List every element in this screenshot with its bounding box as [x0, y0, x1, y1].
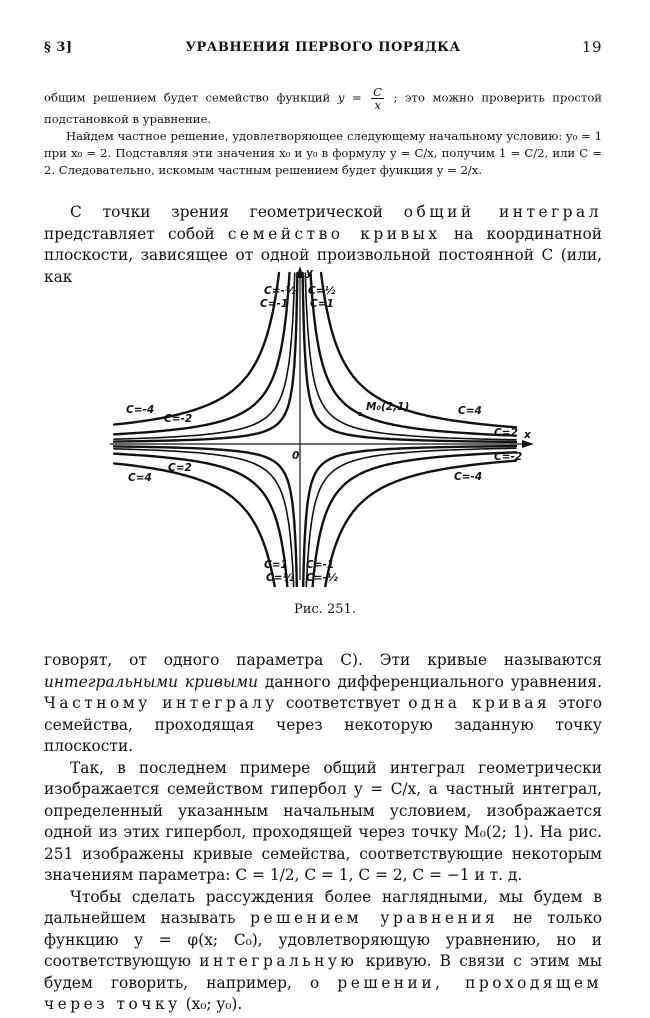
label-c-minus-half-top: C=-½	[264, 285, 296, 297]
label-c-1-bottom: C=1	[264, 559, 288, 571]
pb-p1-b: данного дифференциального уравнения.	[264, 672, 602, 691]
pb-p3-d: (x₀; y₀).	[185, 995, 243, 1013]
figure-caption: Рис. 251.	[294, 602, 356, 617]
paragraph-integral-curves	[44, 650, 602, 758]
label-c-minus-4-left: C=-4	[126, 404, 155, 416]
pb-p3-b: не только функцию y = φ(x; C₀), удовлетворяющую уравнению, но и соответствующую	[44, 909, 602, 970]
hyperbola-branch	[311, 452, 517, 587]
para-top-a: С точки зрения геометрической	[70, 203, 383, 221]
spaced-family-of-curves: семейство кривых	[227, 224, 441, 243]
pb-p3-c: кривую. В связи с этим мы будем говорить, например, о	[44, 952, 602, 992]
label-c-4-left-low: C=4	[128, 472, 152, 484]
hyperbola-branch	[303, 446, 516, 587]
small-text-block	[44, 86, 602, 179]
pb-p1-a: говорят, от одного параметра C). Эти кривые называются	[44, 651, 602, 669]
label-c-minus-1-bottom: C=-1	[306, 559, 335, 571]
small-paragraph-2: Найдем частное решение, удовлетворяющее следующему начальному условию: y₀ = 1 при x₀ = 2. Подставляя эти значения x₀ и y₀ в формулу y = C/x, получим 1 = C/2, или C = 2. Следовательно, искомым частным решением будет функция y = 2/x.	[44, 129, 602, 177]
para-top-c: представляет собой	[44, 224, 215, 243]
label-c-half-top: C=½	[308, 285, 336, 297]
small-p1-end: ; это можно проверить простой подстановкой в уравнение.	[44, 90, 603, 126]
spaced-particular-integral: Частному интегралу	[44, 694, 278, 712]
point-m0	[358, 412, 362, 416]
origin-label: 0	[292, 450, 300, 462]
label-c-minus-2-right: C=-2	[494, 451, 523, 463]
body-text-block	[44, 650, 602, 1016]
label-c-1-top: C=1	[310, 298, 334, 310]
fraction-numerator: C	[373, 85, 383, 99]
small-p1-start: общим решением будет семейство функций	[44, 90, 331, 105]
spaced-solution-through-point: решении, проходящем через точку	[44, 973, 602, 1013]
label-c-4-right: C=4	[458, 405, 482, 417]
hyperbola-branch	[305, 273, 516, 440]
axis-y-label: y	[306, 267, 313, 279]
hyperbola-branch	[305, 448, 516, 587]
label-c-minus-half-bottom: C=-½	[306, 572, 338, 584]
label-c-2-left-low: C=2	[168, 462, 192, 474]
spaced-one-curve: одна кривая	[408, 694, 551, 712]
hyperbola-branch	[114, 273, 279, 425]
label-c-minus-4-right-low: C=-4	[454, 471, 483, 483]
fraction-c-over-x	[371, 86, 384, 111]
paragraph-example: Так, в последнем примере общий интеграл геометрически изображается семейством гипербол y = C/x, а частный интеграл, определенный указанным начальным условием, изображается одной из этих гипербол, проходящей через точку M₀(2; 1). На рис. 251 изображены кривые семейства, соответствующие некоторым значениям параметра: C = 1/2, C = 1, C = 2, C = −1 и т. д.	[44, 758, 602, 884]
running-title: УРАВНЕНИЯ ПЕРВОГО ПОРЯДКА	[185, 40, 461, 55]
hyperbola-branch	[321, 273, 516, 427]
italic-integral-curves: интегральными кривыми	[44, 672, 259, 691]
label-c-minus-2-left: C=-2	[164, 413, 193, 425]
pb-p1-c: соответствует	[285, 694, 401, 712]
hyperbola-curves	[114, 273, 516, 587]
page-number: 19	[581, 38, 602, 56]
figure-251-hyperbolas	[108, 262, 540, 587]
axis-x-label: x	[524, 429, 531, 441]
fraction-denominator: x	[374, 98, 381, 112]
spaced-solution-of-equation: решением уравнения	[250, 909, 499, 927]
label-c-2-right: C=2	[494, 427, 518, 439]
formula-y: y =	[337, 90, 362, 105]
label-c-minus-1-top: C=-1	[260, 298, 289, 310]
section-mark: § 3]	[44, 40, 73, 55]
para-top-e: на координатной плоскости, зависящее от одной произвольной постоянной C (или, как	[44, 224, 602, 286]
pb-p3-a: Чтобы сделать рассуждения более наглядными, мы будем в дальнейшем называть	[44, 887, 602, 927]
x-axis-arrow	[522, 440, 534, 448]
paragraph-solution-definition	[44, 887, 602, 1016]
small-paragraph-1	[44, 86, 602, 128]
label-c-half-bottom: C=½	[266, 572, 294, 584]
spaced-general-integral: общий интеграл	[403, 203, 602, 221]
hyperbola-branch	[303, 273, 516, 442]
spaced-integral: интегральную	[199, 952, 358, 970]
point-m0-label: M₀(2,1)	[366, 401, 410, 413]
pb-p1-d: этого семейства, проходящая через некоторую заданную точку плоскости.	[44, 694, 602, 755]
